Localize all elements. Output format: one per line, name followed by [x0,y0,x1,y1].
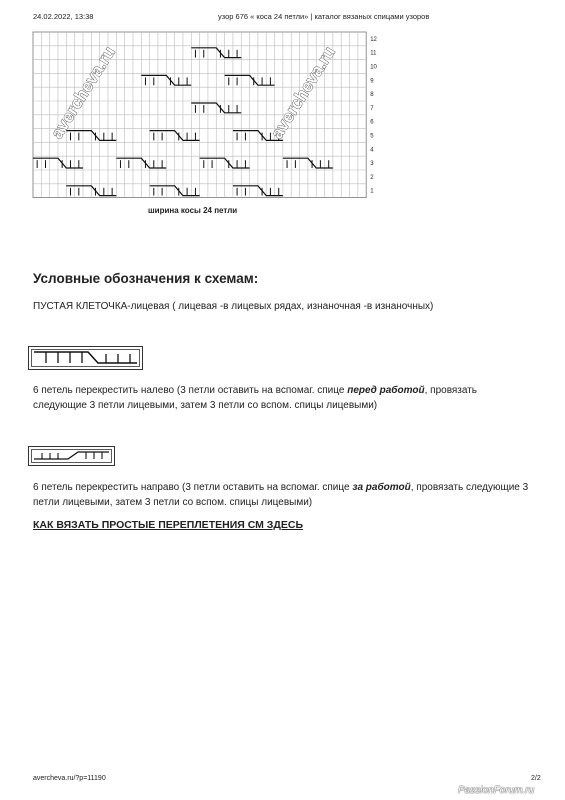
footer-url: avercheva.ru/?p=11190 [33,775,106,782]
legend-empty-cell-text: ПУСТАЯ КЛЕТОЧКА-лицевая ( лицевая -в лицевых рядах, изнаночная -в изнаночных) [33,301,434,312]
chart-caption: ширина косы 24 петли [148,206,238,215]
legend-heading: Условные обозначения к схемам: [33,271,259,286]
right-cross-symbol [28,446,115,466]
row-number: 1 [370,188,374,195]
row-number: 7 [370,105,374,112]
row-number: 11 [370,50,377,57]
row-number: 3 [370,161,374,168]
simple-cables-link[interactable]: КАК ВЯЗАТЬ ПРОСТЫЕ ПЕРЕПЛЕТЕНИЯ СМ ЗДЕСЬ [33,519,304,531]
knitting-chart [0,0,565,225]
row-number: 10 [370,64,377,71]
legend-left-cross-text: 6 петель перекрестить налево (3 петли оставить на вспомаг. спице перед работой, провязать следующие 3 петли лицевыми, затем 3 петли со вспом. спицы лицевыми) [33,385,478,411]
row-number: 4 [370,147,374,154]
row-number: 6 [370,119,374,126]
chart-watermark: avercheva.ru [47,43,119,143]
footer-watermark: PassionForum.ru [458,785,535,796]
footer-page-number: 2/2 [531,775,541,782]
legend-right-cross-text: 6 петель перекрестить направо (3 петли оставить на вспомаг. спице за работой, провязать следующие 3 петли лицевыми, затем 3 петли со вспом. спицы лицевыми) [33,482,529,508]
row-number: 2 [370,174,374,181]
print-date: 24.02.2022, 13:38 [33,12,94,21]
row-number: 9 [370,78,374,85]
row-number: 12 [370,36,377,43]
row-number: 5 [370,133,374,140]
chart-watermark: avercheva.ru [267,43,339,143]
print-page-title: узор 676 « коса 24 петли» | каталог вязаных спицами узоров [218,12,430,21]
chart-row-numbers [370,37,377,195]
row-number: 8 [370,92,374,99]
left-cross-symbol [28,346,143,370]
